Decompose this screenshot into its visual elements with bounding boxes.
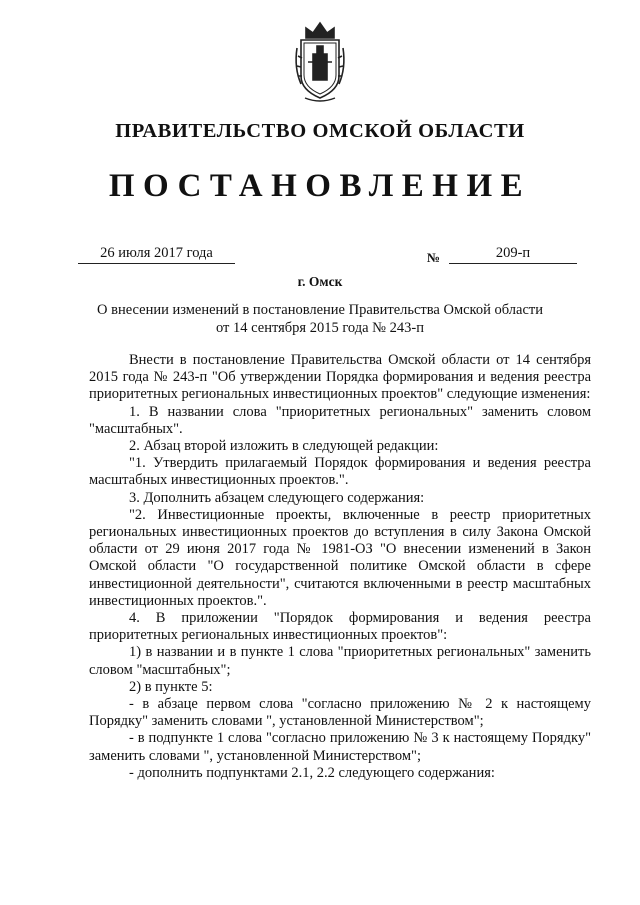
city-label: г. Омск: [297, 274, 343, 289]
body-paragraph: 2. Абзац второй изложить в следующей редакции:: [129, 438, 439, 455]
document-type-title: ПОСТАНОВЛЕНИЕ: [108, 168, 532, 204]
body-paragraph: - в подпункте 1 слова "согласно приложению № 3 к настоящему Порядку" заменить словами ", установленной Министерством";: [89, 730, 591, 764]
document-subject: [80, 302, 560, 337]
omsk-coat-of-arms-icon: [293, 18, 347, 104]
document-body: [89, 352, 591, 782]
body-paragraph: - в абзаце первом слова "согласно приложению № 2 к настоящему Порядку" заменить словами ", установленной Министерством";: [89, 696, 591, 730]
subject-line: О внесении изменений в постановление Правительства Омской области: [97, 302, 543, 318]
body-paragraph: Внести в постановление Правительства Омской области от 14 сентября 2015 года № 243-п "Об утверждении Порядка формирования и ведения реестра приоритетных региональных инвестиционных проектов" следующие изменения:: [89, 352, 591, 403]
body-paragraph: "1. Утвердить прилагаемый Порядок формирования и ведения реестра масштабных инвестиционных проектов.".: [89, 455, 591, 489]
document-date: 26 июля 2017 года: [78, 245, 235, 264]
body-paragraph: 2) в пункте 5:: [129, 678, 213, 695]
body-paragraph: 1. В названии слова "приоритетных региональных" заменить словом "масштабных".: [89, 403, 591, 437]
number-sign: №: [427, 250, 441, 265]
body-paragraph: "2. Инвестиционные проекты, включенные в реестр приоритетных региональных инвестиционных проектов до вступления в силу Закона Омской области от 29 июня 2017 года № 1981-ОЗ "О внесении изменений в Закон Омской области "О государственной политике Омской области в сфере инвестиционной деятельности", считаются включенными в реестр масштабных инвестиционных проектов.".: [89, 506, 591, 609]
body-paragraph: 1) в названии и в пункте 1 слова "приоритетных региональных" заменить словом "масштабных";: [89, 644, 591, 678]
government-title: ПРАВИТЕЛЬСТВО ОМСКОЙ ОБЛАСТИ: [115, 120, 525, 142]
body-paragraph: 3. Дополнить абзацем следующего содержания:: [129, 489, 425, 506]
body-paragraph: 4. В приложении "Порядок формирования и ведения реестра приоритетных региональных инвестиционных проектов":: [89, 610, 591, 644]
body-paragraph: - дополнить подпунктами 2.1, 2.2 следующего содержания:: [129, 764, 495, 781]
document-number: 209-п: [449, 245, 577, 264]
subject-line: от 14 сентября 2015 года № 243-п: [216, 319, 424, 336]
